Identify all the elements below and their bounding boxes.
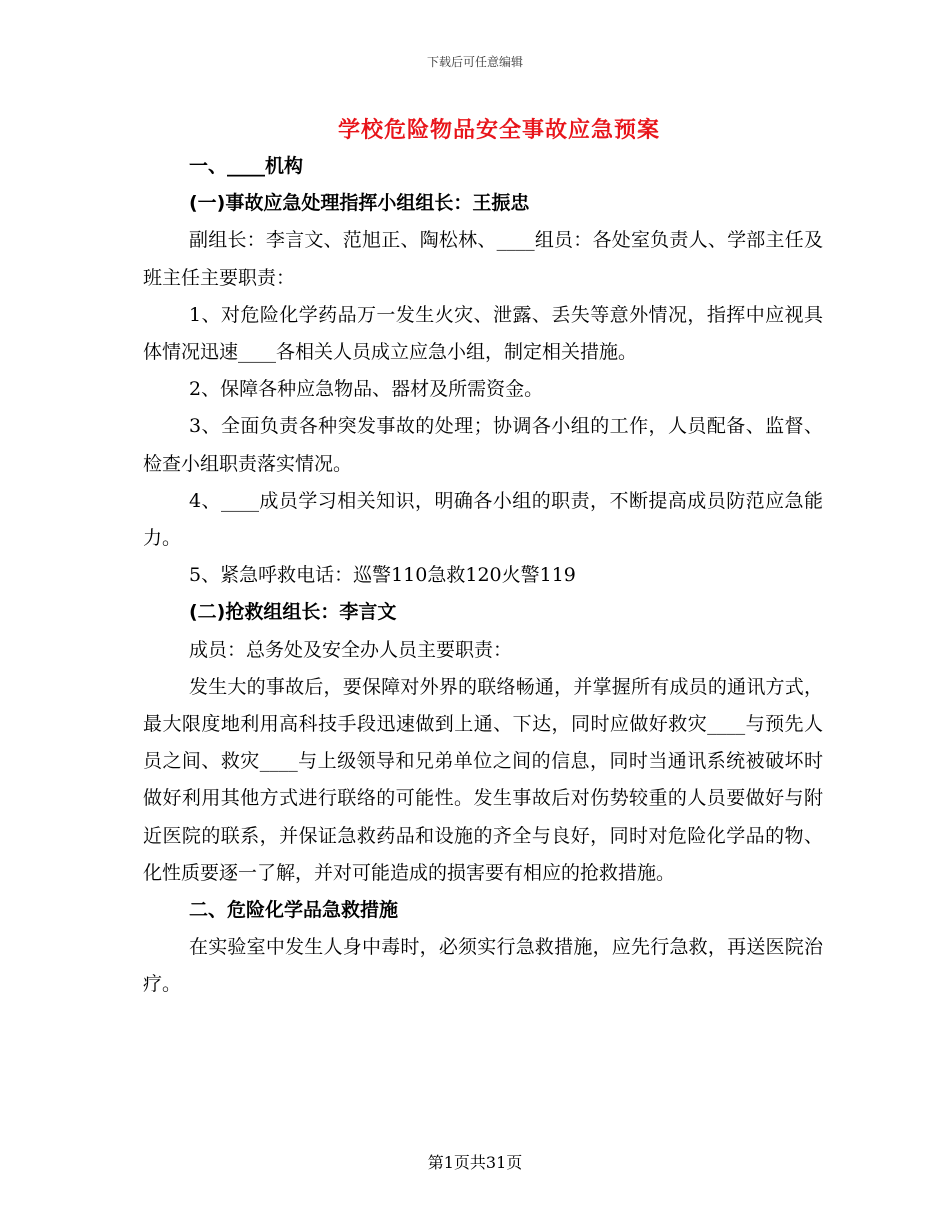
duty-item-1: 1、对危险化学药品万一发生火灾、泄露、丢失等意外情况，指挥中应视具体情况迅速____各相关人员成立应急小组，制定相关措施。 — [143, 303, 823, 364]
subsection-heading-command-group: (一)事故应急处理指挥小组组长：王振忠 — [189, 192, 530, 215]
page-number-footer: 第1页共31页 — [427, 1153, 523, 1172]
subsection-heading-rescue-group: (二)抢救组组长：李言文 — [189, 601, 397, 624]
section-heading-2: 二、危险化学品急救措施 — [189, 899, 399, 922]
command-group-members: 副组长：李言文、范旭正、陶松林、____组员：各处室负责人、学部主任及班主任主要职责： — [143, 229, 823, 289]
page-header-note: 下载后可任意编辑 — [426, 55, 523, 69]
rescue-group-duty: 发生大的事故后，要保障对外界的联络畅通，并掌握所有成员的通讯方式，最大限度地利用高科技手段迅速做到上通、下达，同时应做好救灾____与预先人员之间、救灾____与上级领导和兄弟单位之间的信息，同时当通讯系统被破坏时做好利用其他方式进行联络的可能性。发生事故后对伤势较重的人员要做好与附近医院的联系，并保证急救药品和设施的齐全与良好，同时对危险化学品的物、化性质要逐一了解，并对可能造成的损害要有相应的抢救措施。 — [143, 675, 823, 884]
first-aid-text: 在实验室中发生人身中毒时，必须实行急救措施，应先行急救，再送医院治疗。 — [143, 936, 823, 996]
duty-item-3: 3、全面负责各种突发事故的处理；协调各小组的工作，人员配备、监督、检查小组职责落实情况。 — [143, 415, 823, 475]
duty-item-5: 5、紧急呼救电话：巡警110急救120火警119 — [189, 564, 576, 587]
duty-item-4: 4、____成员学习相关知识，明确各小组的职责，不断提高成员防范应急能力。 — [143, 489, 823, 550]
section-heading-1: 一、____机构 — [189, 155, 304, 177]
duty-item-2: 2、保障各种应急物品、器材及所需资金。 — [189, 378, 544, 401]
document-body — [143, 148, 823, 1004]
document-title: 学校危险物品安全事故应急预案 — [337, 117, 660, 143]
rescue-group-members: 成员：总务处及安全办人员主要职责： — [189, 638, 513, 661]
